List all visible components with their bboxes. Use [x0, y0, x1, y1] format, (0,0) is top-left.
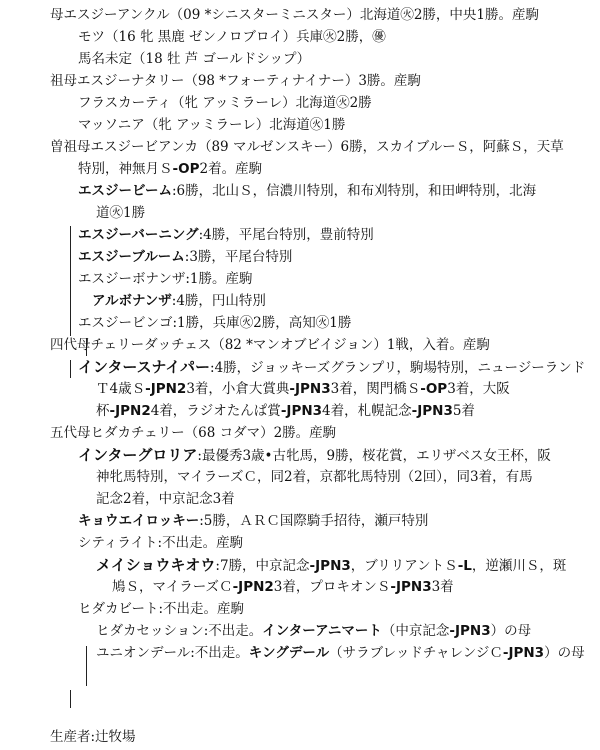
granddam-line [50, 70, 421, 92]
record-text: 3着，大阪 [447, 381, 510, 397]
record-text: ，逆瀬川Ｓ，斑 [471, 558, 567, 574]
fifth-dam-note: （68 コダマ）2勝。産駒 [184, 425, 337, 441]
grade-badge: -JPN3 [289, 381, 331, 397]
progeny-record: :1勝。産駒 [185, 271, 253, 287]
progeny-name: メイショウキオウ [96, 556, 216, 574]
record-text: 杯 [96, 403, 110, 419]
progeny-line-cont: 道㊋1勝 [96, 205, 146, 221]
sub-progeny-bracket-line [86, 646, 87, 686]
progeny-line [96, 554, 566, 577]
dam-foal-line: モツ（16 牝 黒鹿 ゼンノロブロイ）兵庫㊋2勝，㊝ [78, 29, 386, 45]
progeny-line [92, 290, 266, 312]
record-text: 4着，ラジオたんぱ賞 [150, 403, 281, 419]
progeny-name: エスジーボナンザ [78, 271, 186, 287]
progeny-line [96, 620, 531, 642]
third-dam-note: （89 マルゼンスキー）6勝，スカイブルーＳ，阿蘇Ｓ，天草 [197, 139, 564, 155]
dam-name: 母エスジーアンクル [50, 7, 170, 23]
breeder-line: 生産者:辻牧場 [50, 729, 136, 745]
grade-badge: -OP [172, 161, 200, 177]
progeny-line-cont: 神牝馬特別，マイラーズＣ，同2着，京都牝馬特別（2回），同3着，有馬 [96, 469, 533, 485]
progeny-line-cont [112, 576, 454, 598]
progeny-line [78, 312, 351, 334]
progeny-record: ユニオンデール:不出走。 [96, 645, 249, 661]
progeny-line [78, 268, 252, 290]
progeny-line-cont [96, 378, 510, 400]
record-text: 3着 [431, 579, 454, 595]
fifth-dam-name: 五代母ヒダカチェリー [50, 425, 185, 441]
progeny-record: :4勝，平尾台特別，豊前特別 [198, 227, 374, 243]
third-dam-line [50, 136, 564, 158]
granddam-name: 祖母エスジーナタリー [50, 73, 185, 89]
fifth-dam-line [50, 422, 336, 444]
third-dam-name: 曽祖母エスジービアンカ [50, 139, 198, 155]
progeny-line-cont: 記念2着，中京記念3着 [96, 491, 235, 507]
record-text: の母 [557, 645, 585, 661]
grade-badge: -JPN3 [411, 403, 453, 419]
record-text: 3着，プロキオンＳ [273, 579, 391, 595]
third-dam-cont-text: 特別，神無月Ｓ [78, 161, 173, 177]
progeny-record: :最優秀3歳•古牝馬，9勝，桜花賞，エリザベス女王杯，阪 [197, 448, 551, 464]
progeny-name: エスジーブルーム [78, 249, 185, 265]
progeny-record: :6勝，北山Ｓ，信濃川特別，和布刈特別，和田岬特別，北海 [171, 183, 537, 199]
fourth-dam-note: （82 *マンオブビイジョン）1戦，入着。産駒 [211, 337, 490, 353]
progeny-name: キングデール [248, 645, 330, 661]
progeny-line [78, 510, 428, 532]
progeny-record: :3勝，平尾台特別 [184, 249, 293, 265]
granddam-foal-line: マッソニア（牝 アッミラーレ）北海道㊋1勝 [78, 117, 346, 133]
progeny-line [96, 642, 585, 664]
record-text: 3着，小倉大賞典 [186, 381, 290, 397]
progeny-name: エスジービーム [78, 183, 172, 199]
progeny-line [78, 180, 536, 202]
grade-badge: -JPN3 [309, 558, 351, 574]
record-text: :7勝，中京記念 [215, 558, 310, 574]
progeny-line: シティライト:不出走。産駒 [78, 535, 244, 551]
progeny-name: アルボナンザ [92, 293, 172, 309]
progeny-record: :5勝，ＡＲＣ国際騎手招待，瀬戸特別 [199, 513, 429, 529]
record-text: （中京記念 [381, 623, 450, 639]
progeny-record: :4勝，円山特別 [171, 293, 266, 309]
progeny-line-cont [96, 400, 475, 422]
grade-badge: -JPN2 [109, 403, 151, 419]
progeny-line [78, 356, 585, 379]
progeny-name: インターグロリア [78, 446, 198, 464]
progeny-bracket-line [70, 690, 71, 708]
record-text: Ｔ4歳Ｓ [96, 381, 146, 397]
record-text: ，ブリリアントＳ [350, 558, 458, 574]
grade-badge: -JPN3 [449, 623, 491, 639]
third-dam-line-cont [78, 158, 262, 180]
grade-badge: -JPN2 [145, 381, 187, 397]
progeny-line [78, 246, 292, 268]
progeny-record: :1勝，兵庫㊋2勝，高知㊋1勝 [172, 315, 352, 331]
progeny-name: キョウエイロッキー [78, 513, 200, 529]
grade-badge: -JPN3 [280, 403, 323, 419]
progeny-bracket-line [70, 226, 71, 336]
progeny-name: エスジーバーニング [78, 227, 199, 243]
progeny-record: :4勝，ジョッキーズグランプリ，駒場特別，ニュージーランド [210, 360, 586, 376]
progeny-record: ヒダカセッション:不出走。 [96, 623, 263, 639]
grade-badge: -OP [420, 381, 448, 397]
dam-note: （09 *シニスターミニスター）北海道㊋2勝，中央1勝。産駒 [169, 7, 540, 23]
record-text: 5着 [452, 403, 475, 419]
third-dam-cont-tail: 2着。産駒 [199, 161, 263, 177]
fourth-dam-name: 四代母チェリーダッチェス [50, 337, 212, 353]
record-text: 4着，札幌記念 [322, 403, 412, 419]
dam-foal-line: 馬名未定（18 牡 芦 ゴールドシップ） [78, 51, 311, 67]
progeny-bracket-line [70, 360, 71, 378]
progeny-line [78, 224, 374, 246]
granddam-foal-line: フラスカーティ（牝 アッミラーレ）北海道㊋2勝 [78, 95, 372, 111]
progeny-name: インタースナイパー [78, 358, 211, 376]
fourth-dam-line [50, 334, 490, 356]
progeny-line: ヒダカビート:不出走。産駒 [78, 601, 245, 617]
grade-badge: -L [457, 558, 472, 574]
record-text: ） [544, 645, 558, 661]
record-text: 鳩Ｓ，マイラーズＣ [112, 579, 233, 595]
progeny-name: インターアニマート [262, 623, 382, 639]
record-text: ）の母 [490, 623, 532, 639]
record-text: （サラブレッドチャレンジＣ [329, 645, 503, 661]
grade-badge: -JPN2 [232, 579, 274, 595]
dam-line [50, 4, 539, 26]
progeny-line [78, 444, 551, 467]
grade-badge: -JPN3 [390, 579, 432, 595]
grade-badge: -JPN3 [502, 645, 545, 661]
granddam-note: （98 *フォーティナイナー）3勝。産駒 [184, 73, 421, 89]
progeny-name: エスジービンゴ [78, 315, 173, 331]
record-text: 3着，関門橋Ｓ [330, 381, 421, 397]
